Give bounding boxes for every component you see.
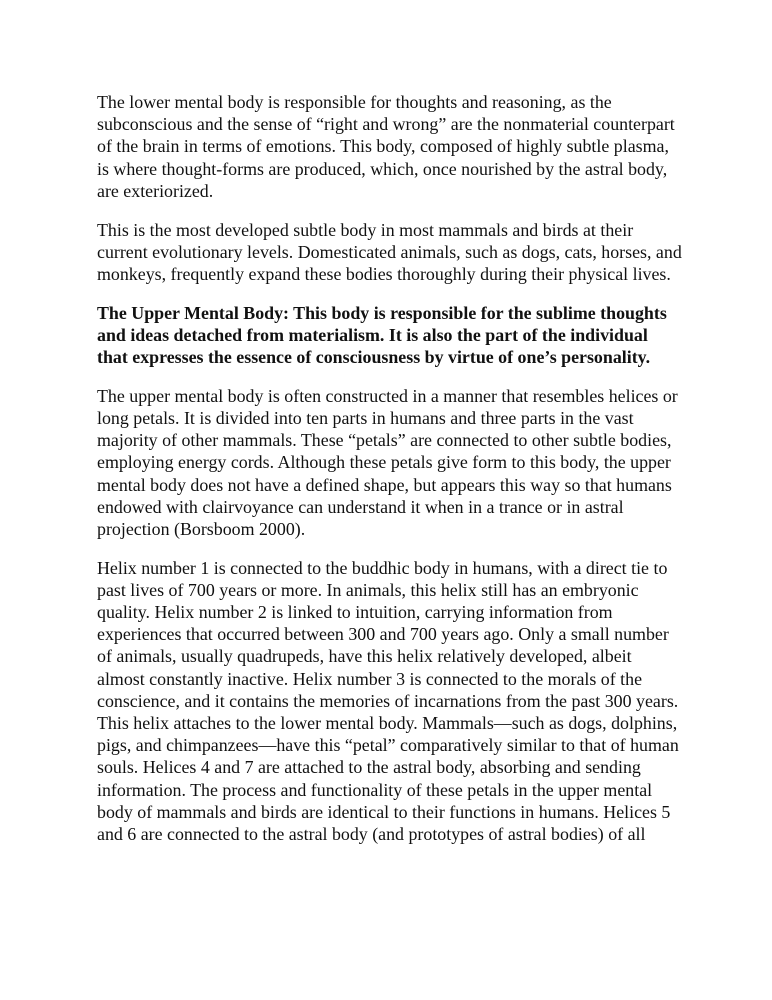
paragraph-upper-mental-body-structure: The upper mental body is often constructed in a manner that resembles helices or long petals. It is divided into ten parts in humans and three parts in the vast majority of other mammals. These “petals” are connected to other subtle bodies, employing energy cords. Although these petals give form to this body, the upper mental body does not have a defined shape, but appears this way so that humans endowed with clairvoyance can understand it when in a trance or in astral projection (Borsboom 2000). [97, 385, 678, 539]
paragraph-upper-mental-body-heading: The Upper Mental Body: This body is responsible for the sublime thoughts and ideas detached from materialism. It is also the part of the individual that expresses the essence of consciousness by virtue of one’s personality. [97, 302, 667, 368]
paragraph-developed-subtle-body: This is the most developed subtle body in most mammals and birds at their current evolutionary levels. Domesticated animals, such as dogs, cats, horses, and monkeys, frequently expand these bodies thoroughly during their physical lives. [97, 219, 682, 284]
document-page [97, 91, 682, 845]
paragraph-lower-mental-body: The lower mental body is responsible for thoughts and reasoning, as the subconscious and the sense of “right and wrong” are the nonmaterial counterpart of the brain in terms of emotions. This body, composed of highly subtle plasma, is where thought-forms are produced, which, once nourished by the astral body, are exteriorized. [97, 92, 675, 201]
paragraph-helices: Helix number 1 is connected to the buddhic body in humans, with a direct tie to past lives of 700 years or more. In animals, this helix still has an embryonic quality. Helix number 2 is linked to intuition, carrying information from experiences that occurred between 300 and 700 years ago. Only a small number of animals, usually quadrupeds, have this helix relatively developed, albeit almost constantly inactive. Helix number 3 is connected to the morals of the conscience, and it contains the memories of incarnations from the past 300 years. This helix attaches to the lower mental body. Mammals—such as dogs, dolphins, pigs, and chimpanzees—have this “petal” comparatively similar to that of human souls. Helices 4 and 7 are attached to the astral body, absorbing and sending information. The process and functionality of these petals in the upper mental body of mammals and birds are identical to their functions in humans. Helices 5 and 6 are connected to the astral body (and prototypes of astral bodies) of all [97, 557, 679, 845]
